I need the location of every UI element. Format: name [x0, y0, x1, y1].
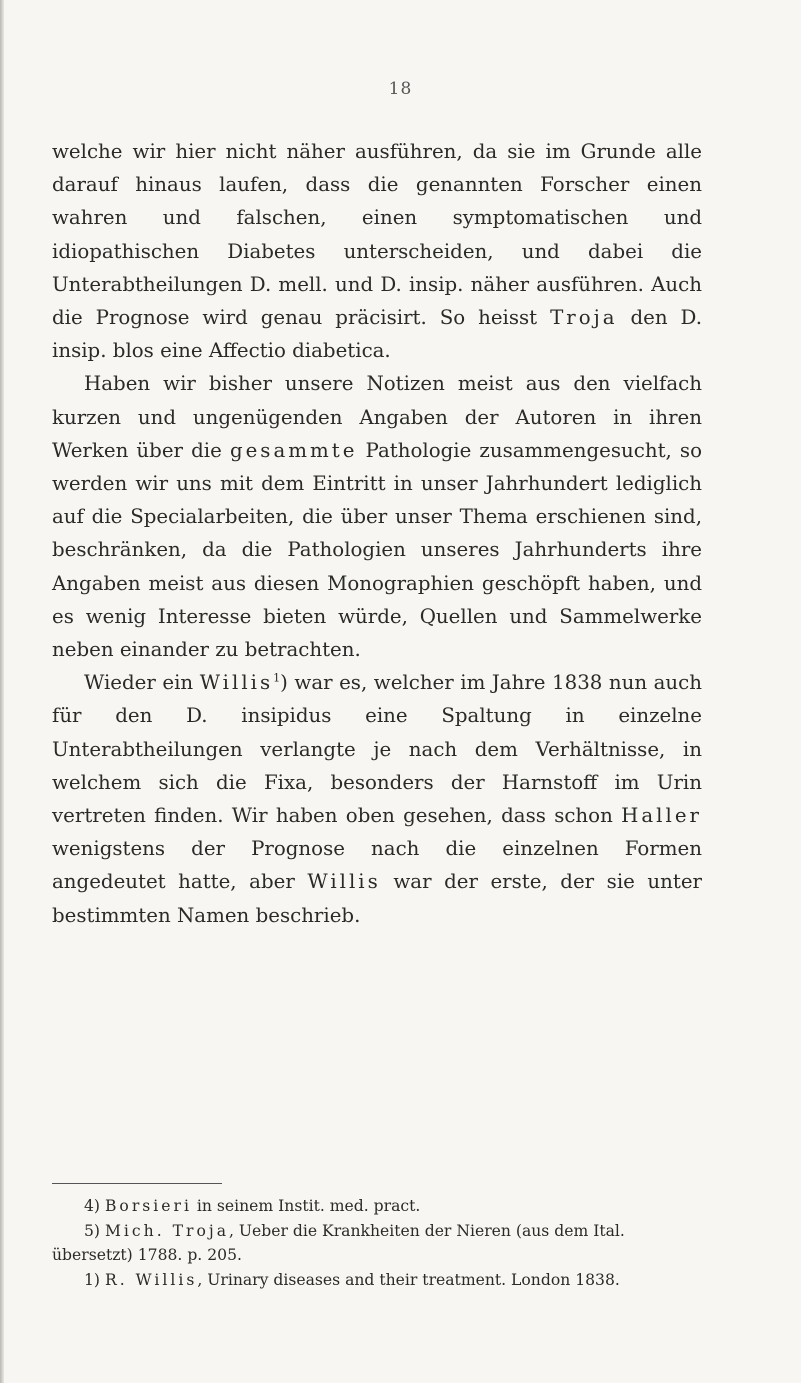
text-run: 1)	[84, 1270, 105, 1289]
spaced-name: Haller	[621, 804, 702, 828]
footnotes	[52, 1194, 702, 1292]
spaced-name: Mich. Troja	[104, 1221, 229, 1240]
text-run: Pathologie zusammengesucht, so werden wir uns mit dem Eintritt in unser Jahrhundert lediglich auf die Specialarbeiten, die über unser Thema erschienen sind, beschränken, da die Pathologien unseres Jahrhunderts ihre Angaben meist aus diesen Monographien geschöpft haben, und es wenig Interesse bieten würde, Quellen und Sammelwerke neben einander zu betrachten.	[52, 438, 702, 662]
spaced-name: Borsieri	[104, 1197, 192, 1215]
text-run: wenigstens der Prognose nach die einzelnen Formen angedeutet hatte, aber	[52, 837, 702, 894]
body-text	[52, 135, 702, 932]
paragraph	[52, 666, 702, 932]
text-run: Haben wir bisher unsere Notizen meist aus den vielfach kurzen und ungenügenden Angaben der Autoren in ihren Werken über die	[52, 372, 702, 462]
text-run: , Ueber die Krankheiten der Nieren (aus dem Ital. übersetzt) 1788. p. 205.	[52, 1221, 625, 1264]
text-run: 5)	[84, 1221, 105, 1240]
spaced-name: Willis	[307, 870, 381, 894]
text-run: , Urinary diseases and their treatment. London 1838.	[197, 1270, 620, 1289]
text-run: 4)	[84, 1197, 105, 1215]
spaced-word: gesammte	[229, 438, 358, 462]
footnote	[52, 1268, 702, 1293]
page-number: 18	[388, 79, 413, 99]
footnote	[52, 1194, 702, 1219]
paragraph	[52, 135, 702, 367]
text-run: Wieder ein	[84, 671, 200, 695]
footnote	[52, 1219, 702, 1268]
text-run: ) war es, welcher im Jahre 1838 nun auch für den D. insipidus eine Spaltung in einzelne Unterabtheilungen verlangte je nach dem Verhältnisse, in welchem sich die Fixa, besonders der Harnstoff im Urin vertreten finden. Wir haben oben gesehen, dass schon	[52, 671, 702, 828]
page-edge-shadow	[0, 0, 4, 1383]
text-run: in seinem Instit. med. pract.	[191, 1197, 421, 1215]
spaced-name: R. Willis	[104, 1270, 198, 1289]
footnote-marker: 1	[273, 671, 281, 685]
paragraph	[52, 367, 702, 666]
text-run: welche wir hier nicht näher ausführen, da sie im Grunde alle darauf hinaus laufen, dass die genannten Forscher einen wahren und falschen, einen symptomatischen und idiopathischen Diabetes unterscheiden, und dabei die Unterabtheilungen D. mell. und D. insip. näher ausführen. Auch die Prognose wird genau präcisirt. So heisst	[52, 140, 702, 330]
text-run: war der erste, der sie unter bestimmten Namen beschrieb.	[52, 870, 703, 927]
spaced-name: Willis	[199, 671, 274, 695]
spaced-name: Troja	[550, 306, 618, 330]
text-run: den D. insip. blos eine Affectio diabetica.	[52, 306, 702, 363]
footnote-rule	[52, 1183, 222, 1184]
